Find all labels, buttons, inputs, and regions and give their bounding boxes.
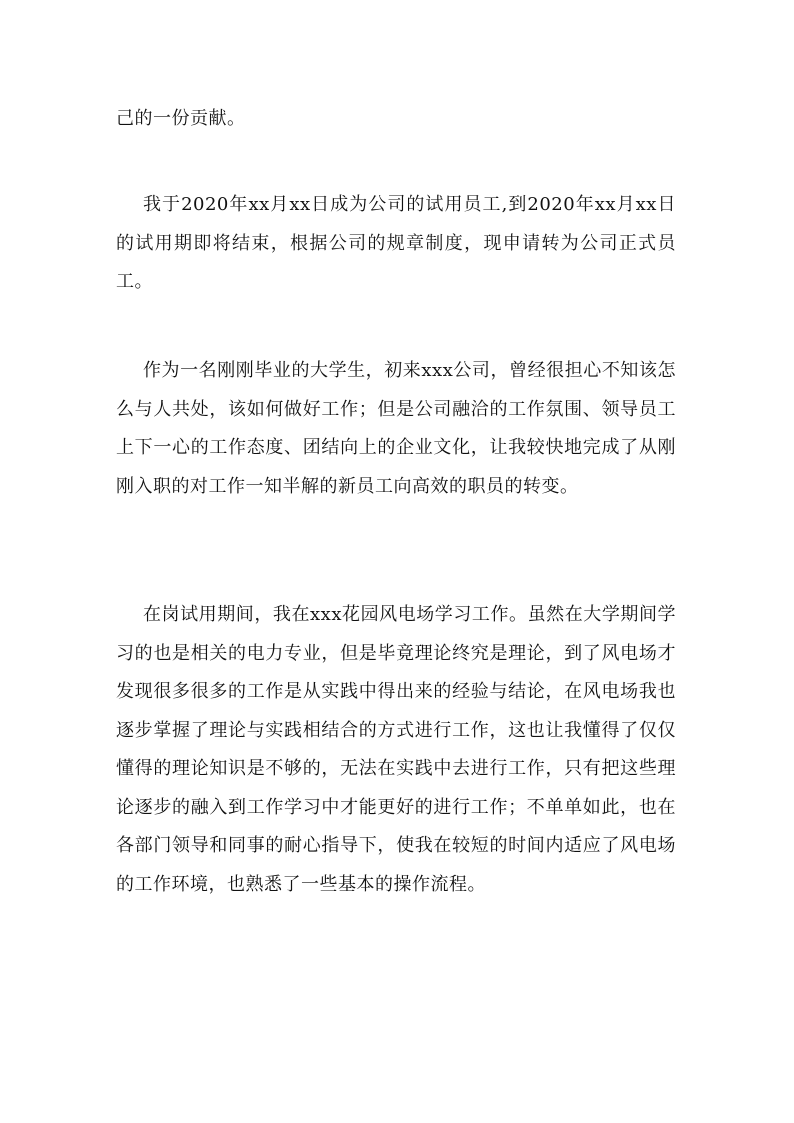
paragraph-probation-dates: 我于2020年xx月xx日成为公司的试用员工,到2020年xx月xx日的试用期即将结束，根据公司的规章制度，现申请转为公司正式员工。 xyxy=(116,194,676,292)
paragraph-company-adaptation: 作为一名刚刚毕业的大学生，初来xxx公司，曾经很担心不知该怎么与人共处，该如何做好工作；但是公司融洽的工作氛围、领导员工上下一心的工作态度、团结向上的企业文化，让我较快地完成了从刚刚入职的对工作一知半解的新员工向高效的职员的转变。 xyxy=(116,360,676,497)
paragraph-continuation: 己的一份贡献。 xyxy=(116,108,246,129)
paragraph-wind-farm-work: 在岗试用期间，我在xxx花园风电场学习工作。虽然在大学期间学习的也是相关的电力专业，但是毕竟理论终究是理论，到了风电场才发现很多很多的工作是从实践中得出来的经验与结论，在风电场我也逐步掌握了理论与实践相结合的方式进行工作，这也让我懂得了仅仅懂得的理论知识是不够的，无法在实践中去进行工作，只有把这些理论逐步的融入到工作学习中才能更好的进行工作；不单单如此，也在各部门领导和同事的耐心指导下，使我在较短的时间内适应了风电场的工作环境，也熟悉了一些基本的操作流程。 xyxy=(116,604,676,895)
